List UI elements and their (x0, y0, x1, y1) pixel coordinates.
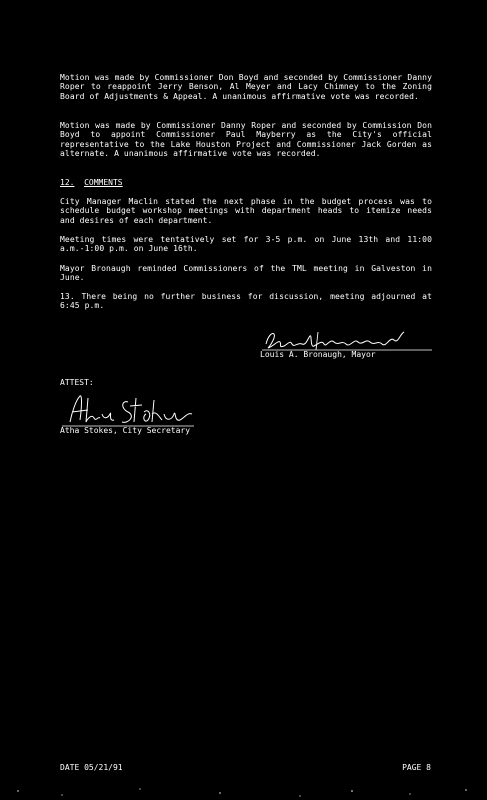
mayor-name-line: Louis A. Bronaugh, Mayor (260, 350, 376, 359)
paragraph-meeting-times: Meeting times were tentatively set for 3-5 p.m. on June 13th and 11:00 a.m.-1:00 p.m. on June 16th. (60, 235, 432, 254)
paragraph-budget-process: City Manager Maclin stated the next phase in the budget process was to schedule budget workshop meetings with department heads to itemize needs and desires of each department. (60, 197, 432, 225)
attest-label: ATTEST: (60, 378, 94, 387)
scan-noise-specks (0, 785, 487, 800)
section-title: COMMENTS (84, 178, 123, 187)
section-heading-comments (60, 178, 123, 187)
secretary-signature-image (58, 392, 198, 428)
paragraph-representative-motion: Motion was made by Commissioner Danny Roper and seconded by Commission Don Boyd to appoint Commissioner Paul Mayberry as the City's official representative to the Lake Houston Project and Commissioner Jack Gorden as alternate. A unanimous affirmative vote was recorded. (60, 121, 432, 159)
footer-date: DATE 05/21/91 (60, 763, 123, 772)
footer-page-number: PAGE 8 (402, 763, 431, 772)
paragraph-reappointment-motion: Motion was made by Commissioner Don Boyd and seconded by Commissioner Danny Roper to reappoint Jerry Benson, Al Meyer and Lacy Chimney to the Zoning Board of Adjustments & Appeal. A unanimous affirmative vote was recorded. (60, 73, 432, 101)
secretary-name-line: Atha Stokes, City Secretary (60, 426, 191, 435)
paragraph-adjournment: 13. There being no further business for discussion, meeting adjourned at 6:45 p.m. (60, 292, 432, 311)
section-number: 12. (60, 178, 75, 187)
paragraph-tml-reminder: Mayor Bronaugh reminded Commissioners of the TML meeting in Galveston in June. (60, 264, 432, 283)
